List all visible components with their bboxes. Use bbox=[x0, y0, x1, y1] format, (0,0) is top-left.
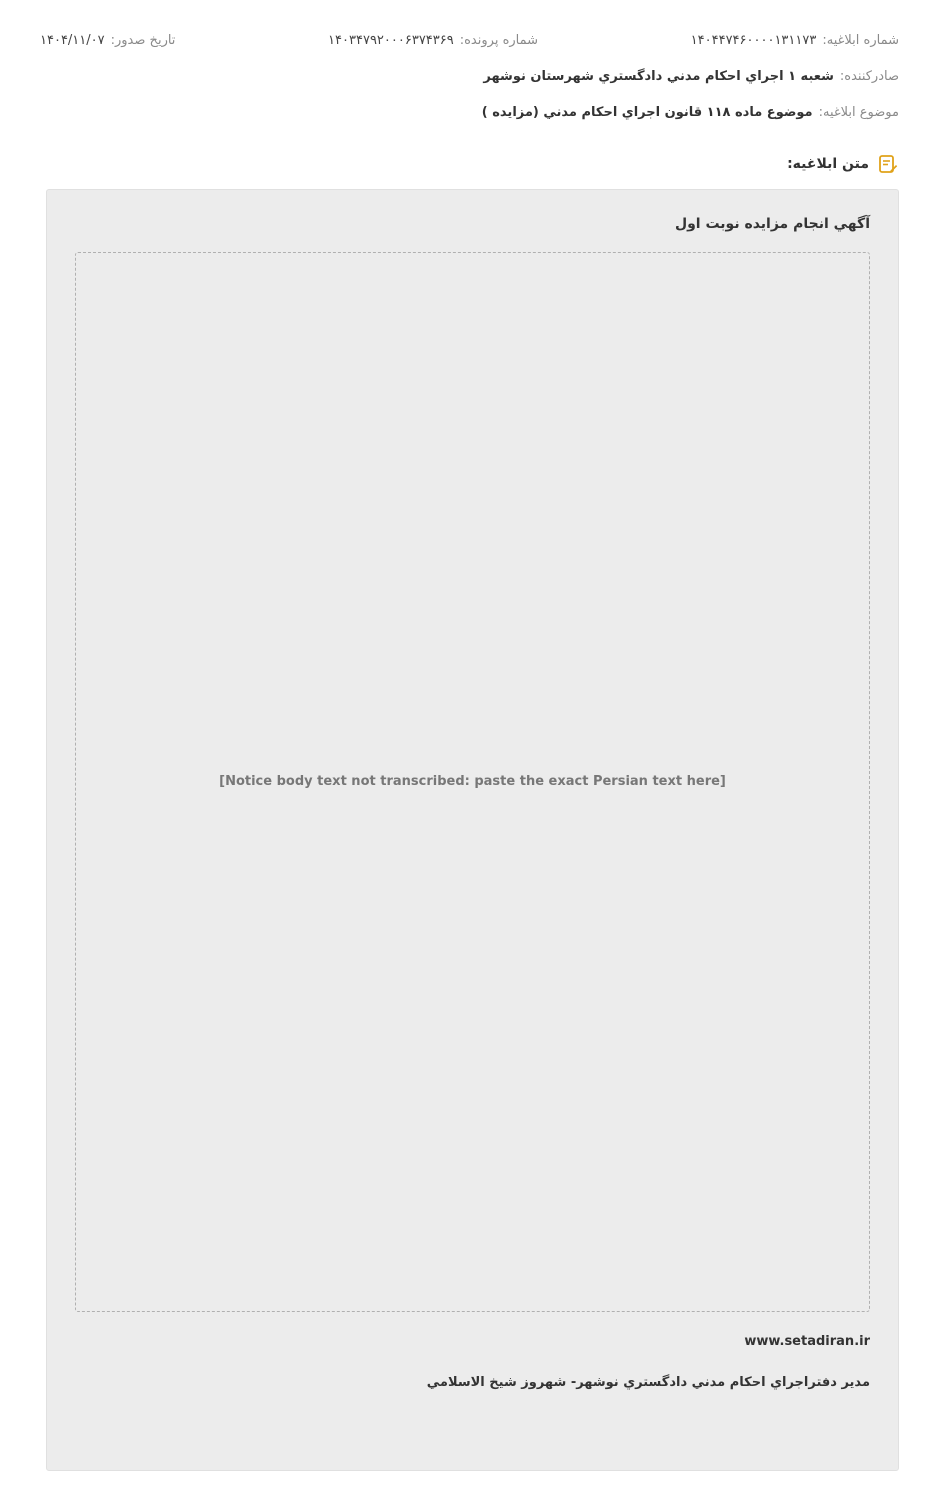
issue-date-label: تاریخ صدور: bbox=[110, 33, 176, 48]
issuer bbox=[483, 68, 899, 86]
subject-label: موضوع ابلاغیه: bbox=[818, 105, 899, 121]
subject-value: موضوع ماده ۱۱۸ قانون اجراي احكام مدني (مزايده ) bbox=[481, 105, 813, 121]
notice-website-link[interactable]: www.setadiran.ir bbox=[744, 1333, 870, 1349]
meta-row-subject bbox=[40, 104, 899, 122]
document-edit-icon bbox=[877, 153, 899, 175]
issuer-label: صادرکننده: bbox=[839, 69, 899, 85]
subject bbox=[482, 104, 899, 122]
case-number-label: شماره پرونده: bbox=[459, 33, 539, 48]
case-number bbox=[328, 32, 538, 50]
notice-number-label: شماره ابلاغیه: bbox=[822, 33, 899, 48]
notice-body: [Notice body text not transcribed: paste the exact Persian text here] bbox=[75, 252, 870, 1312]
notice-section-heading bbox=[40, 153, 899, 175]
notice-title: آگهي انجام مزايده نوبت اول bbox=[674, 215, 870, 232]
issue-date-value: ۱۴۰۴/۱۱/۰۷ bbox=[40, 33, 105, 48]
notice-number bbox=[691, 32, 899, 50]
section-heading-text: متن ابلاغیه: bbox=[787, 155, 869, 172]
notice-panel bbox=[46, 189, 899, 1471]
meta-row-issuer bbox=[40, 68, 899, 86]
case-number-value: ۱۴۰۳۴۷۹۲۰۰۰۶۳۷۴۳۶۹ bbox=[328, 33, 454, 48]
notice-signature: مدير دفتراجراي احكام مدني دادگستري نوشهر- شهروز شيخ الاسلامي bbox=[426, 1374, 870, 1390]
issuer-value: شعبه ۱ اجراي احكام مدني دادگستري شهرستان نوشهر bbox=[483, 69, 834, 85]
meta-row-numbers bbox=[40, 32, 899, 50]
notice-number-value: ۱۴۰۴۴۷۴۶۰۰۰۰۱۳۱۱۷۳ bbox=[690, 33, 817, 48]
issue-date bbox=[40, 32, 175, 50]
